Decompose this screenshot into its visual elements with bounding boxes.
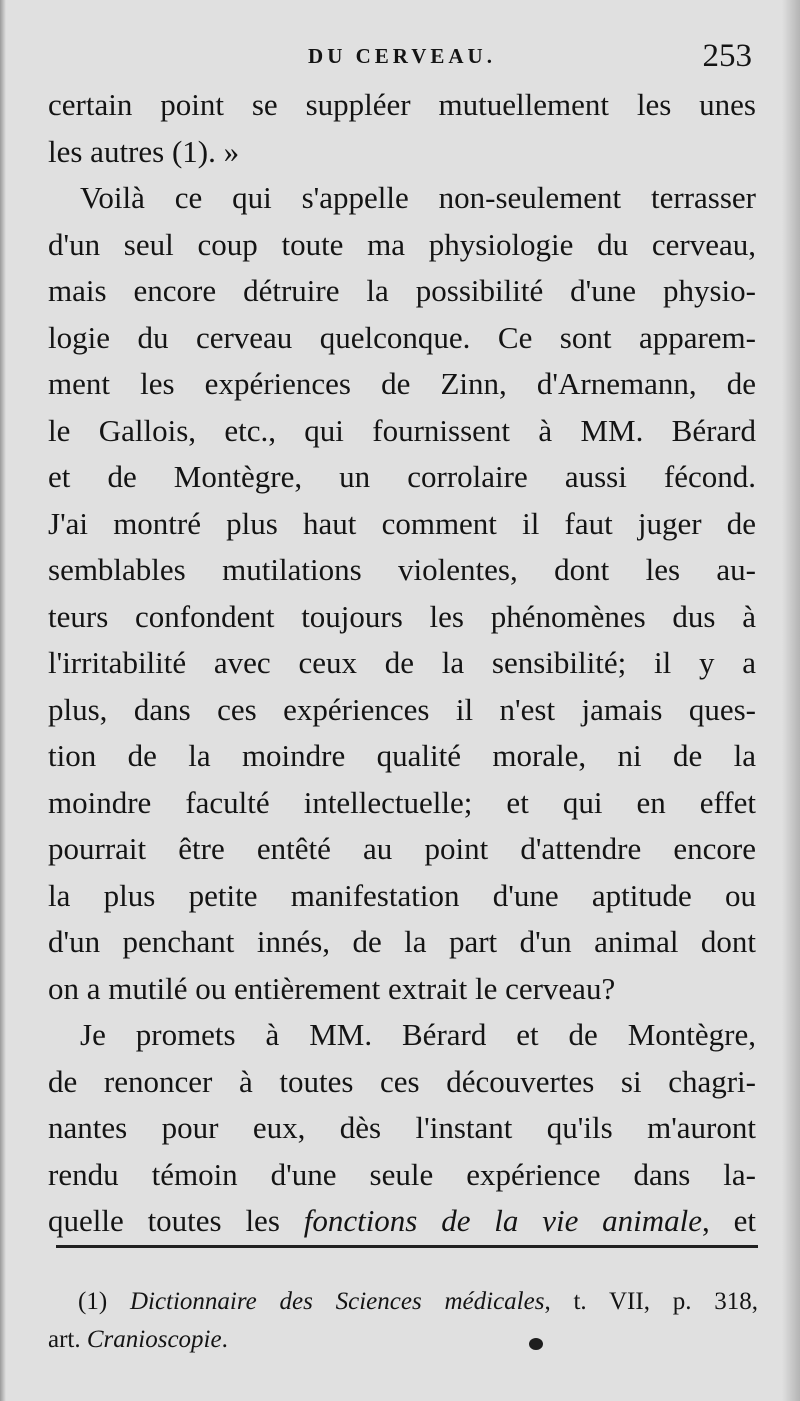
running-head-title: DU CERVEAU.	[308, 44, 496, 68]
italic-text: fonctions de la vie animale	[303, 1203, 703, 1238]
footnote-article: Cranioscopie	[86, 1326, 222, 1353]
running-head	[48, 38, 756, 82]
text-line: moindre faculté intellectuelle; et qui en effet	[48, 784, 756, 820]
text-line: logie du cerveau quelconque. Ce sont apparem-	[48, 319, 756, 355]
text-line: nantes pour eux, dès l'instant qu'ils m'auront	[48, 1110, 756, 1145]
text-line: Voilà ce qui s'appelle non-seulement terrasser	[80, 180, 756, 215]
footnote-article-end: .	[221, 1326, 228, 1353]
text-line: d'un penchant innés, de la part d'un animal dont	[48, 924, 756, 959]
text-line: rendu témoin d'une seule expérience dans la-	[48, 1156, 756, 1192]
text-line: on a mutilé ou entièrement extrait le cerveau?	[48, 970, 616, 1006]
text-line: semblables mutilations violentes, dont les au-	[48, 552, 756, 587]
body-text	[48, 82, 756, 1245]
text-line: la plus petite manifestation d'une aptitude ou	[48, 877, 756, 913]
footnote	[48, 1283, 758, 1359]
footnote-mark: (1)	[78, 1288, 108, 1315]
text-line: J'ai montré plus haut comment il faut juger de	[48, 505, 756, 541]
text-line: mais encore détruire la possibilité d'une physio-	[48, 273, 756, 308]
text-line: d'un seul coup toute ma physiologie du cerveau,	[48, 226, 756, 262]
page-number: 253	[702, 38, 752, 74]
text-line: de renoncer à toutes ces découvertes si chagri-	[48, 1063, 756, 1099]
footnote-line	[48, 1321, 758, 1359]
text-span: quelle toutes les	[48, 1203, 304, 1238]
footnote-rule	[56, 1245, 758, 1248]
ink-blot-ornament	[529, 1338, 543, 1350]
text-line: ment les expériences de Zinn, d'Arnemann, de	[48, 366, 756, 401]
footnote-reference: , t. VII, p. 318,	[544, 1288, 759, 1315]
text-line: certain point se suppléer mutuellement les unes	[48, 87, 756, 122]
text-line	[48, 1198, 756, 1245]
text-line: plus, dans ces expériences il n'est jamais ques-	[48, 691, 756, 727]
text-line: teurs confondent toujours les phénomènes dus à	[48, 598, 756, 634]
footnote-line	[48, 1283, 758, 1321]
text-line: le Gallois, etc., qui fournissent à MM. Bérard	[48, 412, 756, 448]
text-line: et de Montègre, un corrolaire aussi fécond.	[48, 459, 756, 494]
footnote-art-prefix: art.	[48, 1326, 81, 1353]
footnote-title: Dictionnaire des Sciences médicales	[129, 1288, 545, 1315]
text-line: l'irritabilité avec ceux de la sensibilité; il y a	[48, 645, 756, 680]
text-line: les autres (1). »	[48, 133, 240, 169]
text-line: tion de la moindre qualité morale, ni de la	[48, 738, 756, 773]
text-span: , et	[702, 1203, 756, 1238]
text-line: pourrait être entêté au point d'attendre encore	[48, 831, 756, 866]
text-line: Je promets à MM. Bérard et de Montègre,	[80, 1017, 756, 1052]
